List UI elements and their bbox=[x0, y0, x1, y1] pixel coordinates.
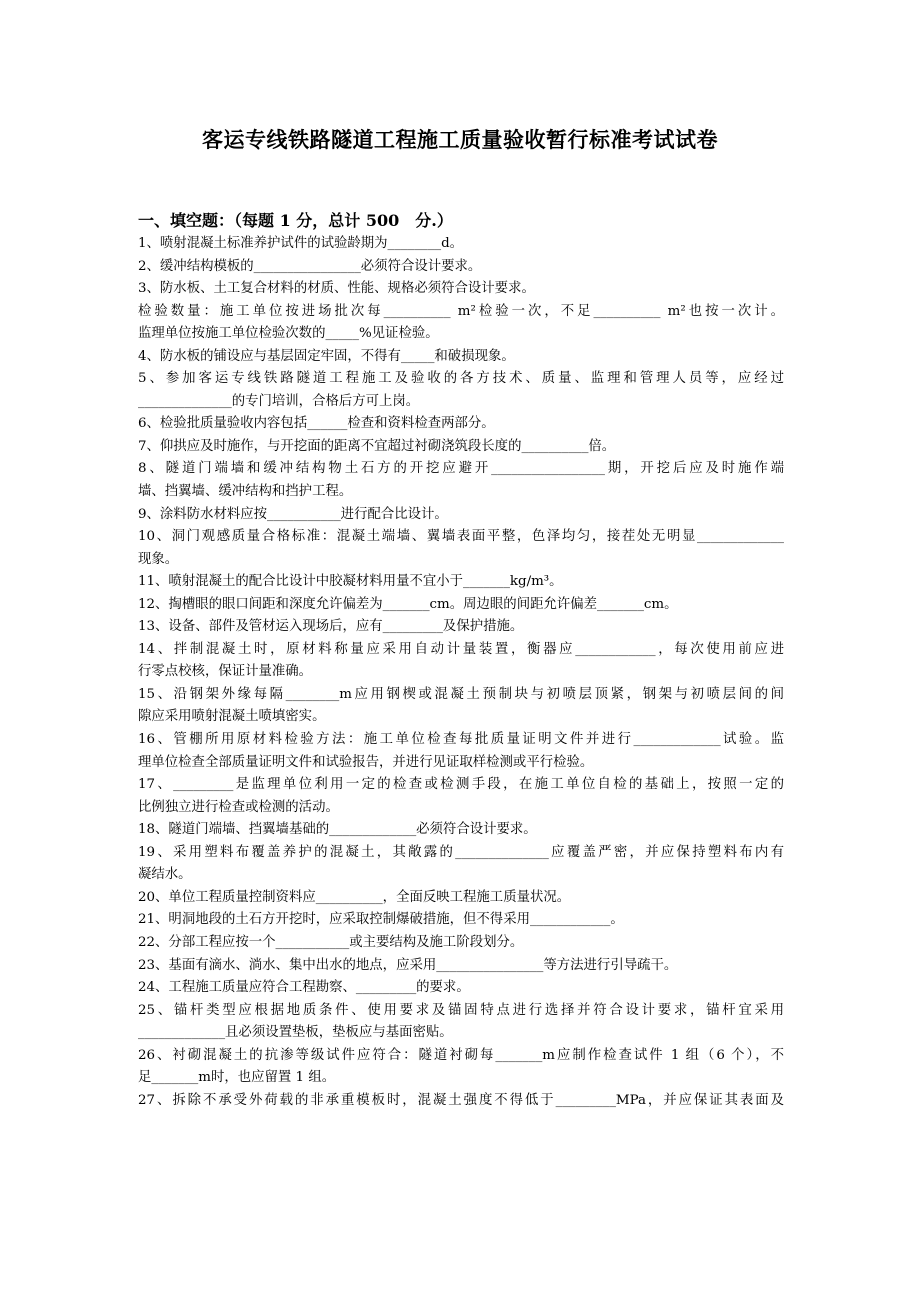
question-line: 27、拆除不承受外荷载的非承重模板时，混凝土强度不得低于_________MPa，并应保证其表面及 bbox=[138, 1092, 784, 1108]
question-line: 19、采用塑料布覆盖养护的混凝土，其敞露的______________应覆盖严密，并应保持塑料布内有 bbox=[138, 844, 784, 860]
question-line: 22、分部工程应按一个___________或主要结构及施工阶段划分。 bbox=[138, 934, 524, 950]
question-line: 2、缓冲结构模板的________________必须符合设计要求。 bbox=[138, 258, 482, 274]
question-line: 理单位检查全部质量证明文件和试验报告，并进行见证取样检测或平行检验。 bbox=[138, 754, 594, 770]
question-line: 14、拌制混凝土时，原材料称量应采用自动计量装置，衡器应____________，每次使用前应进 bbox=[138, 641, 784, 657]
question-line: 20、单位工程质量控制资料应__________，全面反映工程施工质量状况。 bbox=[138, 889, 571, 905]
question-line: 12、掏槽眼的眼口间距和深度允许偏差为_______cm。周边眼的间距允许偏差_______cm。 bbox=[138, 596, 678, 612]
question-line: 25、锚杆类型应根据地质条件、使用要求及锚固特点进行选择并符合设计要求，锚杆宜采用 bbox=[138, 1002, 784, 1018]
question-line: 9、涂料防水材料应按___________进行配合比设计。 bbox=[138, 506, 448, 522]
question-line: 11、喷射混凝土的配合比设计中胶凝材料用量不宜小于_______kg/m³。 bbox=[138, 574, 563, 590]
question-line: 墙、挡翼墙、缓冲结构和挡护工程。 bbox=[138, 484, 353, 500]
question-line: 26、衬砌混凝土的抗渗等级试件应符合：隧道衬砌每_______m应制作检查试件 1 组（6 个），不 bbox=[138, 1047, 784, 1063]
question-line: 17、_________是监理单位利用一定的检查或检测手段，在施工单位自检的基础上，按照一定的 bbox=[138, 777, 784, 793]
question-line: 检验数量：施工单位按进场批次每__________ m²检验一次，不足__________ m²也按一次计。 bbox=[138, 303, 784, 319]
question-line: 7、仰拱应及时施作，与开挖面的距离不宜超过衬砌浇筑段长度的__________倍。 bbox=[138, 438, 616, 454]
question-line: 6、检验批质量验收内容包括______检查和资料检查两部分。 bbox=[138, 416, 495, 432]
question-line: 现象。 bbox=[138, 551, 179, 567]
question-line: 16、管棚所用原材料检验方法：施工单位检查每批质量证明文件并进行_____________试验。监 bbox=[138, 732, 784, 748]
question-line: 比例独立进行检查或检测的活动。 bbox=[138, 799, 339, 815]
question-line: 13、设备、部件及管材运入现场后，应有_________及保护措施。 bbox=[138, 619, 524, 635]
question-line: 足_______m时，也应留置 1 组。 bbox=[138, 1070, 336, 1086]
question-line: 21、明洞地段的土石方开挖时，应采取控制爆破措施，但不得采用____________。 bbox=[138, 912, 624, 928]
question-line: 18、隧道门端墙、挡翼墙基础的_____________必须符合设计要求。 bbox=[138, 822, 537, 838]
question-line: 10、洞门观感质量合格标准：混凝土端墙、翼墙表面平整，色泽均匀，接茬处无明显_____________ bbox=[138, 529, 784, 545]
question-line: ______________的专门培训，合格后方可上岗。 bbox=[138, 393, 420, 409]
question-line: 8、隧道门端墙和缓冲结构物土石方的开挖应避开_________________期，开挖后应及时施作端 bbox=[138, 461, 784, 477]
question-line: 隙应采用喷射混凝土喷填密实。 bbox=[138, 709, 326, 725]
question-line: 1、喷射混凝土标准养护试件的试验龄期为________d。 bbox=[138, 236, 464, 251]
question-line: 24、工程施工质量应符合工程勘察、_________的要求。 bbox=[138, 980, 470, 996]
question-line: 23、基面有滴水、淌水、集中出水的地点，应采用________________等方法进行引导疏干。 bbox=[138, 957, 678, 973]
question-line: 15、沿钢架外缘每隔________m应用钢楔或混凝土预制块与初喷层顶紧，钢架与初喷层间的间 bbox=[138, 686, 784, 702]
question-line: 3、防水板、土工复合材料的材质、性能、规格必须符合设计要求。 bbox=[138, 281, 535, 297]
section-heading: 一、填空题：（每题 1 分，总计 500 分.） bbox=[138, 211, 453, 230]
question-line: _____________且必须设置垫板，垫板应与基面密贴。 bbox=[138, 1025, 453, 1041]
question-line: 监理单位按施工单位检验次数的_____%见证检验。 bbox=[138, 326, 439, 342]
question-line: 5、参加客运专线铁路隧道工程施工及验收的各方技术、质量、监理和管理人员等，应经过 bbox=[138, 371, 784, 387]
question-line: 行零点校核，保证计量准确。 bbox=[138, 664, 313, 680]
question-line: 4、防水板的铺设应与基层固定牢固，不得有_____和破损现象。 bbox=[138, 348, 515, 364]
exam-title: 客运专线铁路隧道工程施工质量验收暂行标准考试试卷 bbox=[202, 127, 718, 152]
question-list bbox=[138, 233, 784, 1112]
question-line: 凝结水。 bbox=[138, 867, 192, 883]
